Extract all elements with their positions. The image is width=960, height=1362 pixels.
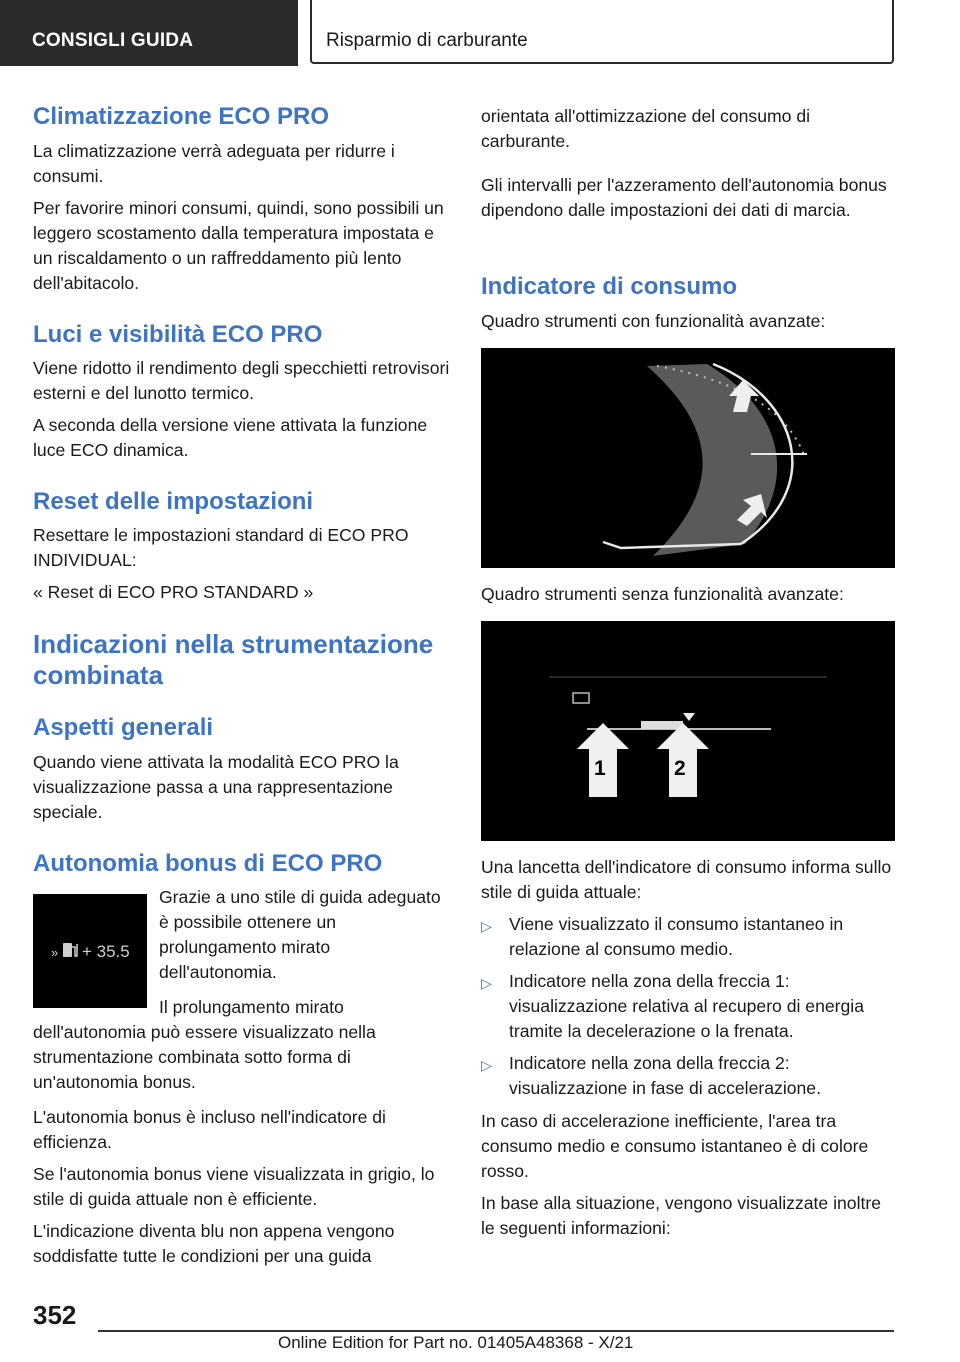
- list-item: ▷ Indicatore nella zona della freccia 1: visualizzazione relativa al recupero di energia tramite la decelerazione o la frenata.: [481, 971, 865, 1041]
- heading-climatizzazione: Climatizzazione ECO PRO: [33, 103, 330, 130]
- paragraph: Il prolungamento mirato dell'autonomia può essere visualizzato nella strumentazione combinata sotto forma di un'autonomia bonus.: [33, 997, 376, 1092]
- paragraph: In base alla situazione, vengono visualizzate inoltre le seguenti informazioni:: [481, 1193, 882, 1238]
- section-title: CONSIGLI GUIDA: [32, 30, 194, 51]
- triangle-bullet-icon: ▷: [481, 975, 492, 991]
- heading-reset: Reset delle impostazioni: [33, 488, 314, 515]
- paragraph: L'autonomia bonus è incluso nell'indicatore di efficienza.: [33, 1107, 386, 1152]
- gauge-illustration: [481, 348, 895, 568]
- standard-cluster-image: [481, 621, 895, 841]
- paragraph: orientata all'ottimizzazione del consumo di carburante.: [481, 106, 811, 151]
- paragraph: « Reset di ECO PRO STANDARD »: [33, 582, 314, 602]
- paragraph: Quadro strumenti senza funzionalità avanzate:: [481, 584, 844, 604]
- bonus-range-value: + 35.5: [82, 942, 130, 961]
- chapter-title: Risparmio di carburante: [326, 30, 528, 51]
- paragraph: Una lancetta dell'indicatore di consumo informa sullo stile di guida attuale:: [481, 857, 892, 902]
- list-item: ▷ Viene visualizzato il consumo istantaneo in relazione al consumo medio.: [481, 914, 844, 959]
- arrow-2-label: 2: [674, 757, 686, 780]
- paragraph: Se l'autonomia bonus viene visualizzata in grigio, lo stile di guida attuale non è efficiente.: [33, 1164, 435, 1209]
- paragraph: Resettare le impostazioni standard di ECO PRO INDIVIDUAL:: [33, 525, 409, 570]
- paragraph: Per favorire minori consumi, quindi, sono possibili un leggero scostamento dalla temperatura impostata e un riscaldamento o un raffreddamento più lento dell'abitacolo.: [33, 198, 444, 293]
- chapter-tab: [310, 0, 894, 64]
- advanced-cluster-image: [481, 348, 895, 568]
- page-number: 352: [33, 1300, 77, 1330]
- paragraph: Quando viene attivata la modalità ECO PRO la visualizzazione passa a una rappresentazione speciale.: [33, 752, 399, 822]
- paragraph: A seconda della versione viene attivata la funzione luce ECO dinamica.: [33, 415, 428, 460]
- footer-divider: [98, 1330, 894, 1332]
- triangle-bullet-icon: ▷: [481, 1057, 492, 1073]
- battery-icon: [573, 693, 589, 703]
- paragraph: Gli intervalli per l'azzeramento dell'autonomia bonus dipendono dalle impostazioni dei dati di marcia.: [481, 175, 887, 220]
- consumption-bar-illustration: [481, 621, 895, 841]
- heading-aspetti: Aspetti generali: [33, 714, 214, 741]
- heading-consumo: Indicatore di consumo: [481, 273, 738, 300]
- paragraph: La climatizzazione verrà adeguata per ridurre i consumi.: [33, 141, 395, 186]
- heading-indicazioni: Indicazioni nella strumentazione combinata: [33, 629, 434, 690]
- heading-bonus: Autonomia bonus di ECO PRO: [33, 850, 383, 877]
- paragraph: Grazie a uno stile di guida adeguato è possibile ottenere un prolungamento mirato dell'autonomia.: [159, 887, 441, 982]
- triangle-bullet-icon: ▷: [481, 918, 492, 934]
- section-tab: [0, 0, 298, 66]
- paragraph: L'indicazione diventa blu non appena vengono soddisfatte tutte le condizioni per una guida: [33, 1221, 395, 1266]
- heading-luci: Luci e visibilità ECO PRO: [33, 321, 323, 348]
- list-item: ▷ Indicatore nella zona della freccia 2: visualizzazione in fase di accelerazione.: [481, 1053, 821, 1098]
- arrow-1-label: 1: [594, 757, 606, 780]
- paragraph: In caso di accelerazione inefficiente, l'area tra consumo medio e consumo istantaneo è di colore rosso.: [481, 1111, 869, 1181]
- svg-text:»: »: [51, 945, 59, 960]
- edition-note: Online Edition for Part no. 01405A48368 - X/21: [278, 1333, 634, 1352]
- paragraph: Quadro strumenti con funzionalità avanzate:: [481, 311, 826, 331]
- bonus-range-image: [33, 894, 147, 1008]
- paragraph: Viene ridotto il rendimento degli specchietti retrovisori esterni e del lunotto termico.: [33, 358, 450, 403]
